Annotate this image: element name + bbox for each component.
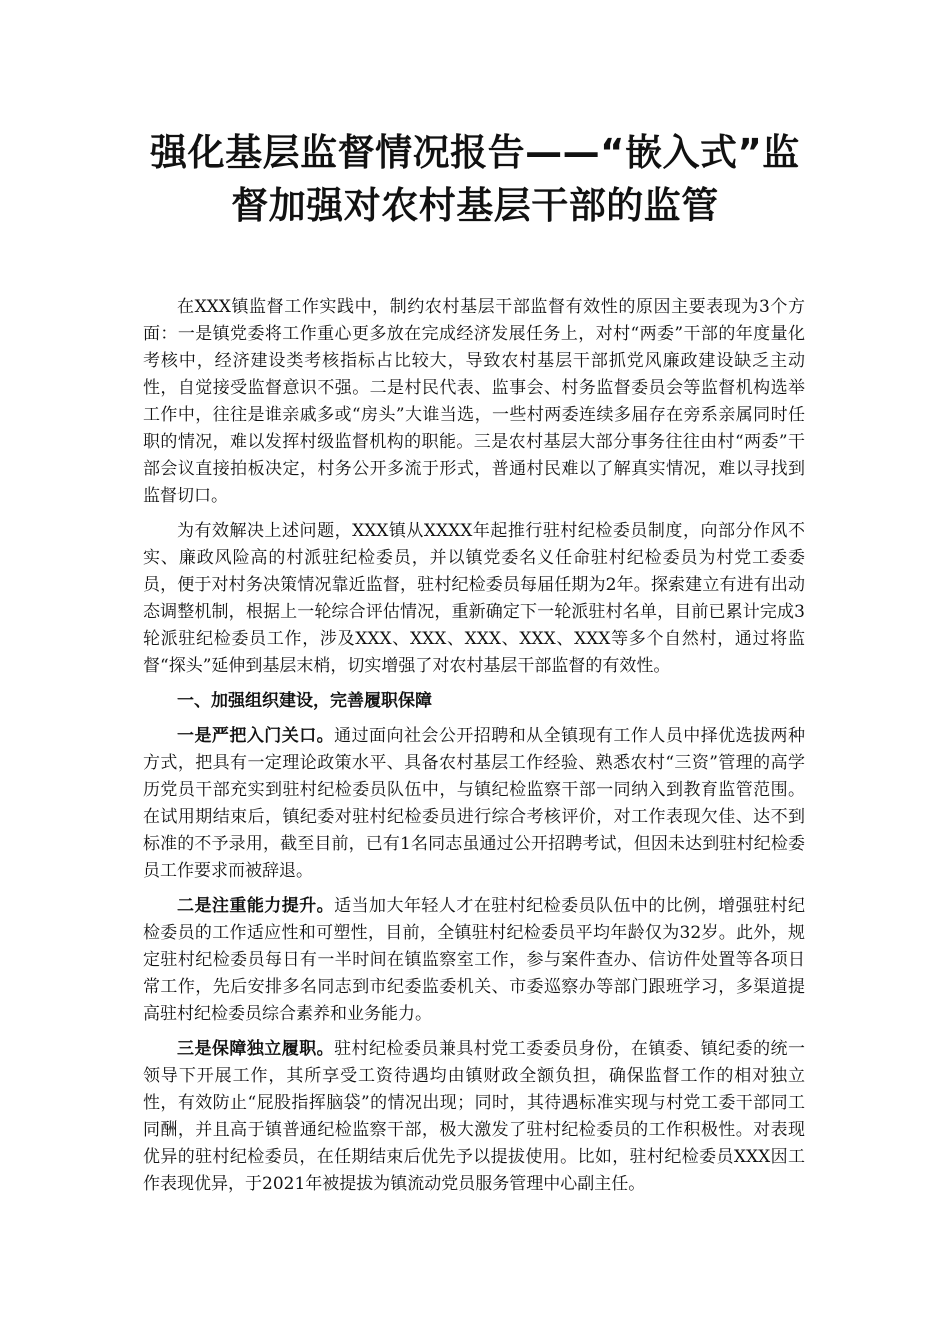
paragraph-text: 驻村纪检委员兼具村党工委委员身份，在镇委、镇纪委的统一领导下开展工作，其所享受工资待遇均由镇财政全额负担，确保监督工作的相对独立性，有效防止“屁股指挥脑袋”的情况出现；同时，其待遇标准实现与村党工委干部同工同酬，并且高于镇普通纪检监察干部，极大激发了驻村纪检委员的工作积极性。对表现优异的驻村纪检委员，在任期结束后优先予以提拔使用。比如，驻村纪检委员XXX因工作表现优异，于2021年被提拔为镇流动党员服务管理中心副主任。 (143, 1039, 806, 1194)
paragraph-lead: 一是严把入门关口。 (177, 726, 335, 746)
title-line-1: 强化基层监督情况报告——“嵌入式”监 (150, 131, 800, 174)
paragraph-intro (143, 294, 805, 510)
paragraph-measures (143, 518, 805, 680)
paragraph-text: 在XXX镇监督工作实践中，制约农村基层干部监督有效性的原因主要表现为3个方面：一是镇党委将工作重心更多放在完成经济发展任务上，对村“两委”干部的年度量化考核中，经济建设类考核指标占比较大，导致农村基层干部抓党风廉政建设缺乏主动性，自觉接受监督意识不强。二是村民代表、监事会、村务监督委员会等监督机构选举工作中，往往是谁亲戚多或“房头”大谁当选，一些村两委连续多届存在旁系亲属同时任职的情况，难以发挥村级监督机构的职能。三是农村基层大部分事务往往由村“两委”干部会议直接拍板决定，村务公开多流于形式，普通村民难以了解真实情况，难以寻找到监督切口。 (143, 297, 805, 506)
title-line-2: 督加强对农村基层干部的监管 (231, 184, 719, 227)
paragraph-lead: 二是注重能力提升。 (177, 896, 335, 916)
paragraph-text: 通过面向社会公开招聘和从全镇现有工作人员中择优选拔两种方式，把具有一定理论政策水平、具备农村基层工作经验、熟悉农村“三资”管理的高学历党员干部充实到驻村纪检委员队伍中，与镇纪检监察干部一同纳入到教育监管范围。在试用期结束后，镇纪委对驻村纪检委员进行综合考核评价，对工作表现欠佳、达不到标准的不予录用，截至目前，已有1名同志虽通过公开招聘考试，但因未达到驻村纪检委员工作要求而被辞退。 (143, 726, 806, 881)
paragraph-point-3 (143, 1036, 805, 1198)
paragraph-point-1 (143, 723, 805, 885)
document-title (120, 126, 830, 232)
paragraph-text: 为有效解决上述问题，XXX镇从XXXX年起推行驻村纪检委员制度，向部分作风不实、廉政风险高的村派驻纪检委员，并以镇党委名义任命驻村纪检委员为村党工委委员，便于对村务决策情况靠近监督，驻村纪检委员每届任期为2年。探索建立有进有出动态调整机制，根据上一轮综合评估情况，重新确定下一轮派驻村名单，目前已累计完成3轮派驻纪检委员工作，涉及XXX、XXX、XXX、XXX、XXX等多个自然村，通过将监督“探头”延伸到基层末梢，切实增强了对农村基层干部监督的有效性。 (143, 521, 805, 676)
section-heading-text: 一、加强组织建设，完善履职保障 (177, 691, 432, 711)
document-body (143, 294, 805, 1206)
paragraph-lead: 三是保障独立履职。 (177, 1039, 335, 1059)
paragraph-point-2 (143, 893, 805, 1028)
section-heading (143, 688, 805, 715)
paragraph-text: 适当加大年轻人才在驻村纪检委员队伍中的比例，增强驻村纪检委员的工作适应性和可塑性，目前，全镇驻村纪检委员平均年龄仅为32岁。此外，规定驻村纪检委员每日有一半时间在镇监察室工作，参与案件查办、信访件处置等各项日常工作，先后安排多名同志到市纪委监委机关、市委巡察办等部门跟班学习，多渠道提高驻村纪检委员综合素养和业务能力。 (143, 896, 806, 1024)
